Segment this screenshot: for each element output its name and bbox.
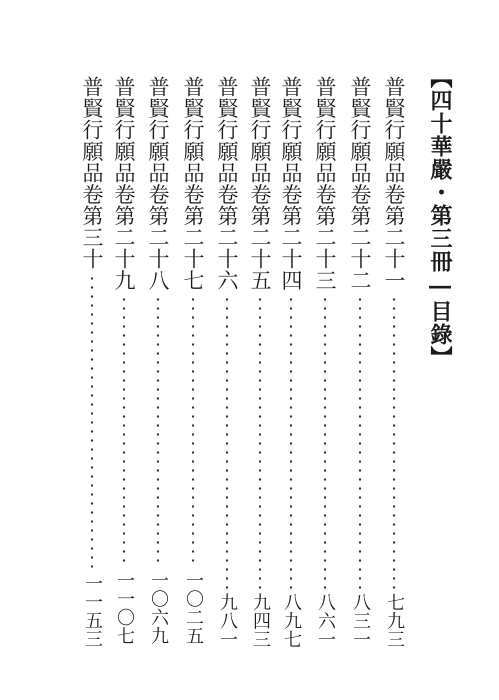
entry-label: 普賢行願品卷第二十五 — [248, 76, 272, 291]
entry-page-number: 一一五三 — [82, 573, 103, 648]
entry-label: 普賢行願品卷第二十六 — [215, 76, 239, 291]
entry-page-number: 九四三 — [250, 593, 271, 649]
toc-entry[interactable] — [215, 76, 239, 649]
dot-leader — [191, 295, 195, 567]
entry-page-number: 九八一 — [217, 593, 238, 649]
entry-page-number: 七九三 — [384, 593, 405, 649]
entry-page-number: 一〇六九 — [148, 571, 169, 645]
toc-title: 【四十華嚴・第三冊―目錄】 — [427, 66, 453, 369]
entry-label: 普賢行願品卷第二十八 — [146, 76, 170, 291]
dot-leader — [289, 295, 293, 589]
dot-leader — [225, 295, 229, 589]
dot-leader — [156, 295, 160, 567]
entry-label: 普賢行願品卷第二十四 — [279, 76, 303, 291]
entry-label: 普賢行願品卷第二十九 — [112, 76, 136, 291]
toc-title-column — [428, 66, 452, 369]
toc-entry[interactable] — [279, 76, 303, 649]
toc-entry[interactable] — [348, 76, 372, 649]
toc-entry[interactable] — [248, 76, 272, 649]
entry-page-number: 八三一 — [350, 593, 371, 649]
toc-entry[interactable] — [181, 76, 205, 645]
entry-page-number: 一〇二五 — [183, 571, 204, 645]
toc-entry[interactable] — [146, 76, 170, 645]
entry-label: 普賢行願品卷第二十七 — [181, 76, 205, 291]
dot-leader — [90, 274, 94, 570]
dot-leader — [358, 295, 362, 589]
entry-page-number: 八九七 — [281, 593, 302, 649]
entry-label: 普賢行願品卷第二十一 — [382, 76, 406, 291]
dot-leader — [392, 295, 396, 589]
toc-entry[interactable] — [313, 76, 337, 649]
toc-entry[interactable] — [382, 76, 406, 649]
entry-page-number: 一一〇七 — [114, 571, 135, 645]
toc-entry[interactable] — [112, 76, 136, 645]
dot-leader — [323, 295, 327, 589]
entry-label: 普賢行願品卷第二十三 — [313, 76, 337, 291]
entry-label: 普賢行願品卷第二十二 — [348, 76, 372, 291]
entry-page-number: 八六一 — [315, 593, 336, 649]
dot-leader — [122, 295, 126, 567]
dot-leader — [258, 295, 262, 589]
entry-label: 普賢行願品卷第三十 — [80, 76, 104, 270]
toc-entry[interactable] — [80, 76, 104, 648]
